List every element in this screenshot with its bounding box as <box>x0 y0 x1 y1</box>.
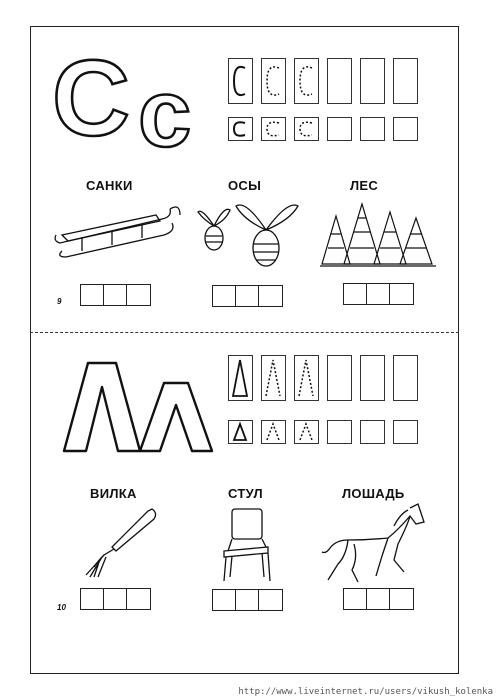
sound-scheme <box>80 284 151 306</box>
trace-letter-l-dotted-icon <box>295 421 318 443</box>
sound-scheme <box>212 589 283 611</box>
word-label: ОСЫ <box>228 178 262 193</box>
word-label: САНКИ <box>86 178 133 193</box>
outline-letter-l-icon <box>60 355 220 455</box>
trace-box <box>261 58 286 104</box>
word-label: ЛЕС <box>350 178 379 193</box>
page-number: 9 <box>57 297 62 306</box>
trace-letter-c-icon <box>229 118 252 140</box>
trace-box <box>327 117 352 141</box>
trace-box <box>261 117 286 141</box>
trace-box <box>360 420 385 444</box>
trace-letter-c-icon <box>229 59 252 103</box>
outline-letter-upper: C <box>52 37 130 158</box>
page-number: 10 <box>57 603 66 612</box>
sound-scheme <box>212 285 283 307</box>
trace-letter-c-dotted-icon <box>295 118 318 140</box>
wasps-icon <box>196 198 306 273</box>
trace-box <box>327 420 352 444</box>
fork-icon <box>80 505 160 580</box>
trace-letter-c-dotted-icon <box>262 118 285 140</box>
trace-box <box>294 58 319 104</box>
trace-letter-c-dotted-icon <box>262 59 285 103</box>
chair-icon <box>218 505 274 585</box>
trace-box <box>360 58 385 104</box>
trace-box <box>294 355 319 401</box>
trace-box <box>294 420 319 444</box>
trace-box <box>393 355 418 401</box>
sled-icon <box>52 205 182 260</box>
outline-letter-lower: c <box>138 60 192 167</box>
word-label: ВИЛКА <box>90 486 137 501</box>
trace-box <box>261 355 286 401</box>
trace-box <box>360 117 385 141</box>
horse-icon <box>318 500 428 586</box>
trace-letter-l-icon <box>229 421 252 443</box>
word-label: ЛОШАДЬ <box>342 486 405 501</box>
cut-line <box>30 332 459 333</box>
trace-letter-c-dotted-icon <box>295 59 318 103</box>
trace-letter-l-icon <box>229 356 252 400</box>
forest-icon <box>318 198 438 270</box>
trace-letter-l-dotted-icon <box>295 356 318 400</box>
sound-scheme <box>80 588 151 610</box>
watermark-url: http://www.liveinternet.ru/users/vikush_kolenka <box>238 687 493 697</box>
trace-box <box>393 58 418 104</box>
trace-box <box>393 117 418 141</box>
trace-box <box>327 58 352 104</box>
trace-box <box>294 117 319 141</box>
trace-box <box>228 355 253 401</box>
sound-scheme <box>343 283 414 305</box>
trace-letter-l-dotted-icon <box>262 356 285 400</box>
trace-box <box>261 420 286 444</box>
trace-letter-l-dotted-icon <box>262 421 285 443</box>
word-label: СТУЛ <box>228 486 263 501</box>
trace-box <box>327 355 352 401</box>
trace-box <box>228 58 253 104</box>
sound-scheme <box>343 588 414 610</box>
trace-box <box>228 117 253 141</box>
trace-box <box>360 355 385 401</box>
trace-box <box>228 420 253 444</box>
trace-box <box>393 420 418 444</box>
